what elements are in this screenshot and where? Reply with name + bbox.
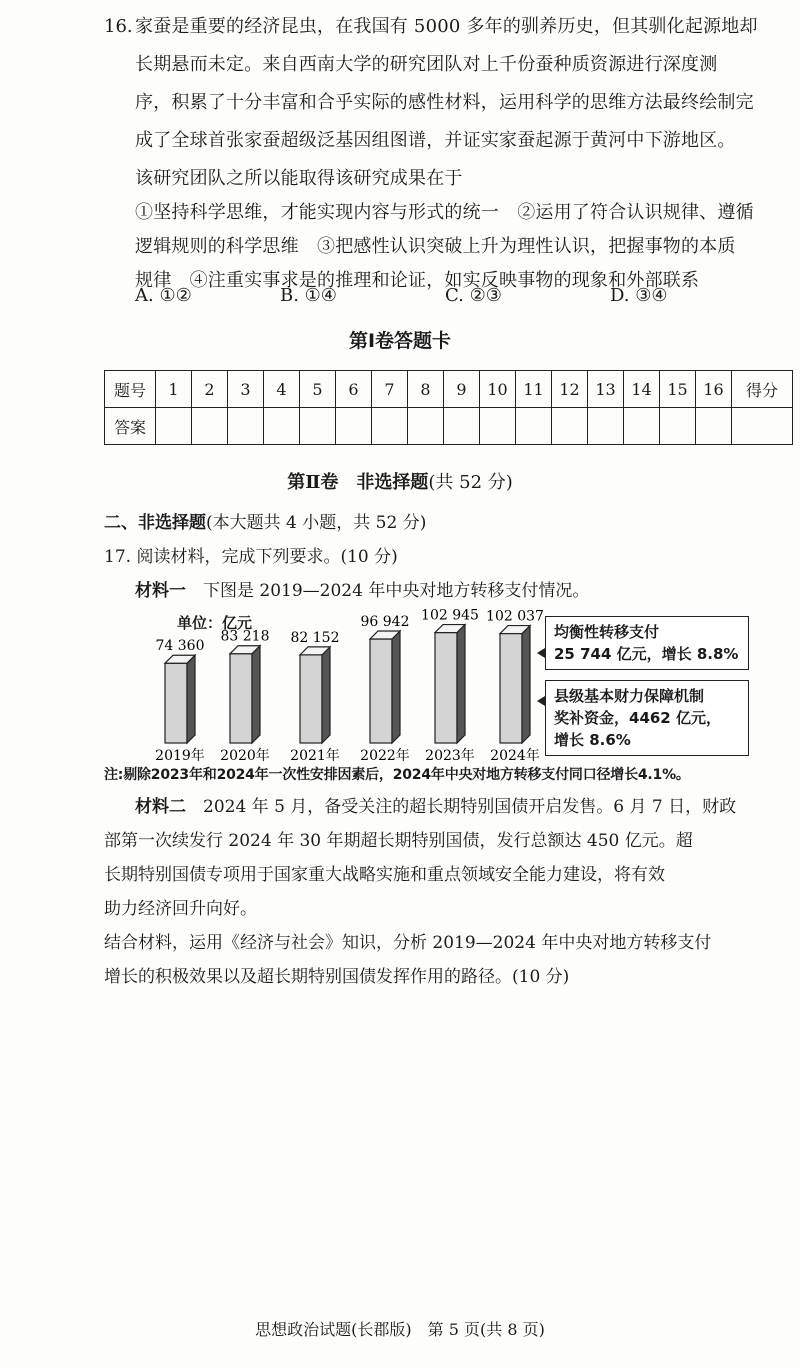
answer-cell[interactable] bbox=[336, 408, 372, 445]
bar-2023年 bbox=[435, 625, 465, 743]
material-2-line: 长期特别国债专项用于国家重大战略实施和重点领域安全能力建设，将有效 bbox=[104, 865, 665, 885]
value-label: 82 152 bbox=[290, 629, 340, 646]
category-label: 2020年 bbox=[220, 748, 270, 764]
question-text-line: ①坚持科学思维，才能实现内容与形式的统一 ②运用了符合认识规律、遵循 bbox=[135, 202, 754, 223]
question-number-cell: 3 bbox=[228, 371, 264, 408]
callout-text: 均衡性转移支付 bbox=[554, 623, 660, 641]
answer-cell[interactable] bbox=[552, 408, 588, 445]
question-text-line: 序，积累了十分丰富和合乎实际的感性材料，运用科学的思维方法最终绘制完 bbox=[135, 92, 754, 113]
question-number-cell: 2 bbox=[192, 371, 228, 408]
question-number-cell: 11 bbox=[516, 371, 552, 408]
answer-cell[interactable] bbox=[624, 408, 660, 445]
task-line: 增长的积极效果以及超长期特别国债发挥作用的路径。(10 分) bbox=[104, 967, 570, 987]
callout-box-1 bbox=[545, 616, 749, 670]
bar-side bbox=[392, 631, 400, 743]
question-number-cell: 1 bbox=[156, 371, 192, 408]
bar-2022年 bbox=[370, 631, 400, 743]
question-number-cell: 12 bbox=[552, 371, 588, 408]
bar-2021年 bbox=[300, 647, 330, 743]
answer-cell[interactable] bbox=[480, 408, 516, 445]
answer-card-title: 第Ⅰ卷答题卡 bbox=[348, 330, 452, 352]
question-number-cell: 4 bbox=[264, 371, 300, 408]
callout-box-2 bbox=[545, 680, 749, 756]
question-text-line: 成了全球首张家蚕超级泛基因组图谱，并证实家蚕起源于黄河中下游地区。 bbox=[135, 130, 736, 151]
question-number-cell: 9 bbox=[444, 371, 480, 408]
value-label: 102 037 bbox=[486, 608, 544, 625]
option-d[interactable]: D. ③④ bbox=[610, 285, 668, 306]
answer-label: 答案 bbox=[105, 408, 156, 445]
question-number-cell: 5 bbox=[300, 371, 336, 408]
bar-side bbox=[252, 646, 260, 743]
question-text-line: 规律 ④注重实事求是的推理和论证，如实反映事物的现象和外部联系 bbox=[135, 270, 700, 291]
callout-text: 县级基本财力保障机制 bbox=[554, 687, 705, 705]
chart-unit-label: 单位：亿元 bbox=[177, 614, 253, 632]
callout-text: 25 744 亿元，增长 8.8% bbox=[554, 645, 739, 663]
question-number: 16. bbox=[104, 16, 133, 37]
bar-side bbox=[522, 626, 530, 743]
bar-front bbox=[230, 654, 252, 743]
question-text-line: 逻辑规则的科学思维 ③把感性认识突破上升为理性认识，把握事物的本质 bbox=[135, 236, 736, 257]
callout-pointer bbox=[537, 696, 545, 706]
callout-text: 增长 8.6% bbox=[554, 731, 631, 749]
bar-front bbox=[165, 663, 187, 743]
question-number-cell: 13 bbox=[588, 371, 624, 408]
question-number-cell: 14 bbox=[624, 371, 660, 408]
material-1-label: 材料一 bbox=[135, 581, 186, 601]
question-number-cell: 16 bbox=[696, 371, 732, 408]
score-cell[interactable] bbox=[732, 408, 793, 445]
question-number-cell: 6 bbox=[336, 371, 372, 408]
material-2-line bbox=[135, 790, 736, 824]
material-1-text: 下图是 2019—2024 年中央对地方转移支付情况。 bbox=[186, 581, 590, 601]
bar-side bbox=[322, 647, 330, 743]
answer-cell[interactable] bbox=[372, 408, 408, 445]
answer-cell[interactable] bbox=[444, 408, 480, 445]
section-title-text: 第Ⅱ卷 非选择题 bbox=[287, 472, 429, 493]
bar-front bbox=[300, 655, 322, 743]
table-row bbox=[105, 371, 793, 408]
task-line: 结合材料，运用《经济与社会》知识，分析 2019—2024 年中央对地方转移支付 bbox=[104, 933, 712, 953]
material-2-line: 部第一次续发行 2024 年 30 年期超长期特别国债，发行总额达 450 亿元。超 bbox=[104, 831, 693, 851]
heading-rest: (本大题共 4 小题，共 52 分) bbox=[206, 513, 427, 533]
category-label: 2022年 bbox=[360, 748, 410, 764]
bar-2024年 bbox=[500, 626, 530, 743]
question-number-cell: 8 bbox=[408, 371, 444, 408]
chart-note: 注:剔除2023年和2024年一次性安排因素后，2024年中央对地方转移支付同口径增长4.1%。 bbox=[104, 767, 690, 783]
question-text-line: 家蚕是重要的经济昆虫，在我国有 5000 多年的驯养历史，但其驯化起源地却 bbox=[135, 16, 758, 37]
answer-cell[interactable] bbox=[516, 408, 552, 445]
bar-2019年 bbox=[165, 655, 195, 743]
answer-cell[interactable] bbox=[264, 408, 300, 445]
material-1 bbox=[135, 576, 589, 601]
material-2-label: 材料二 bbox=[135, 797, 186, 817]
value-label: 74 360 bbox=[155, 638, 205, 655]
material-2-text: 2024 年 5 月，备受关注的超长期特别国债开启发售。6 月 7 日，财政 bbox=[203, 797, 737, 817]
bar-2020年 bbox=[230, 646, 260, 743]
value-label: 102 945 bbox=[421, 607, 479, 624]
option-b[interactable]: B. ①④ bbox=[280, 285, 337, 306]
section-2-title bbox=[0, 468, 800, 494]
value-label: 83 218 bbox=[220, 628, 270, 645]
value-label: 96 942 bbox=[360, 614, 410, 631]
answer-card-table bbox=[104, 370, 793, 445]
bar-front bbox=[370, 639, 392, 743]
score-label: 得分 bbox=[732, 371, 793, 408]
question-text-line: 该研究团队之所以能取得该研究成果在于 bbox=[135, 168, 463, 189]
category-label: 2021年 bbox=[290, 748, 340, 764]
option-a[interactable]: A. ①② bbox=[135, 285, 192, 306]
question-number-cell: 7 bbox=[372, 371, 408, 408]
question-17-prompt: 17. 阅读材料，完成下列要求。(10 分) bbox=[104, 547, 398, 567]
heading-bold: 二、非选择题 bbox=[104, 513, 206, 533]
answer-cell[interactable] bbox=[696, 408, 732, 445]
question-number-cell: 15 bbox=[660, 371, 696, 408]
answer-cell[interactable] bbox=[588, 408, 624, 445]
category-label: 2023年 bbox=[425, 748, 475, 764]
section-heading bbox=[104, 508, 426, 533]
callout-text: 奖补资金，4462 亿元， bbox=[554, 709, 721, 727]
bar-front bbox=[500, 634, 522, 743]
category-label: 2019年 bbox=[155, 748, 205, 764]
table-row bbox=[105, 408, 793, 445]
question-number-cell: 10 bbox=[480, 371, 516, 408]
bar-side bbox=[187, 655, 195, 743]
answer-cell[interactable] bbox=[156, 408, 192, 445]
callout-pointer bbox=[537, 648, 545, 658]
answer-cell[interactable] bbox=[192, 408, 228, 445]
answer-cell[interactable] bbox=[300, 408, 336, 445]
section-title-suffix: (共 52 分) bbox=[428, 472, 513, 493]
bar-front bbox=[435, 633, 457, 743]
material-2-line: 助力经济回升向好。 bbox=[104, 899, 257, 919]
answer-cell[interactable] bbox=[228, 408, 264, 445]
page-footer: 思想政治试题(长郡版) 第 5 页(共 8 页) bbox=[255, 1320, 545, 1339]
header-label: 题号 bbox=[105, 371, 156, 408]
answer-cell[interactable] bbox=[660, 408, 696, 445]
category-label: 2024年 bbox=[490, 748, 540, 764]
question-text-line: 长期悬而未定。来自西南大学的研究团队对上千份蚕种质资源进行深度测 bbox=[135, 54, 718, 75]
answer-cell[interactable] bbox=[408, 408, 444, 445]
bar-side bbox=[457, 625, 465, 743]
option-c[interactable]: C. ②③ bbox=[445, 285, 502, 306]
